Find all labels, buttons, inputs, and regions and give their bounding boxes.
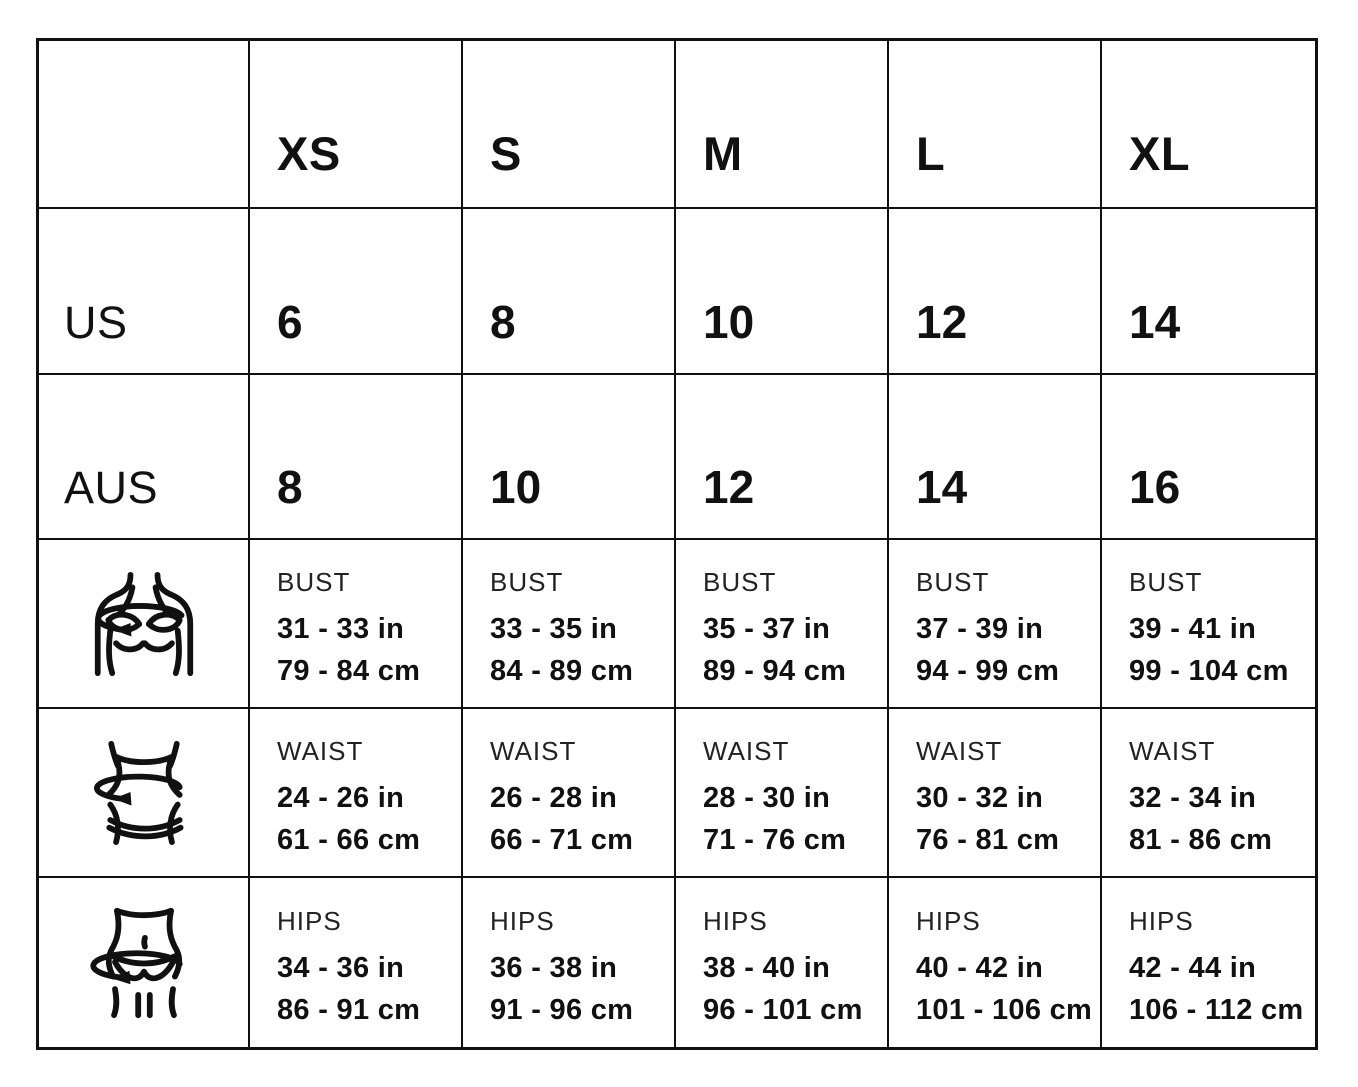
measure-inches: 26 - 28 in xyxy=(490,782,618,815)
measure-label: BUST xyxy=(1129,567,1203,598)
aus-size-l xyxy=(889,375,1102,540)
waist-measurement-icon xyxy=(86,740,202,846)
measure-label: WAIST xyxy=(490,736,577,767)
measure-inches: 42 - 44 in xyxy=(1129,952,1257,985)
measure-cm: 89 - 94 cm xyxy=(703,654,847,687)
bust-cell-m xyxy=(676,540,889,709)
measure-inches: 33 - 35 in xyxy=(490,613,618,646)
measure-inches: 39 - 41 in xyxy=(1129,613,1257,646)
measure-cm: 96 - 101 cm xyxy=(703,993,863,1026)
aus-size-xl xyxy=(1102,375,1315,540)
measure-label: HIPS xyxy=(916,906,981,937)
size-value-text: 6 xyxy=(277,296,303,348)
us-size-xl xyxy=(1102,209,1315,375)
measure-label: WAIST xyxy=(277,736,364,767)
waist-cell-s xyxy=(463,709,676,878)
measure-inches: 38 - 40 in xyxy=(703,952,831,985)
measure-label: HIPS xyxy=(490,906,555,937)
measure-label: WAIST xyxy=(703,736,790,767)
size-value-text: 8 xyxy=(490,296,516,348)
measure-inches: 31 - 33 in xyxy=(277,613,405,646)
bust-cell-l xyxy=(889,540,1102,709)
bust-cell-xs xyxy=(250,540,463,709)
waist-cell-xl xyxy=(1102,709,1315,878)
measure-inches: 28 - 30 in xyxy=(703,782,831,815)
us-size-xs xyxy=(250,209,463,375)
measure-cm: 99 - 104 cm xyxy=(1129,654,1289,687)
measure-label: WAIST xyxy=(1129,736,1216,767)
hips-cell-m xyxy=(676,878,889,1047)
measure-cm: 79 - 84 cm xyxy=(277,654,421,687)
hips-cell-s xyxy=(463,878,676,1047)
aus-size-m xyxy=(676,375,889,540)
waist-cell-m xyxy=(676,709,889,878)
waist-cell-xs xyxy=(250,709,463,878)
measure-cm: 106 - 112 cm xyxy=(1129,993,1304,1026)
measure-inches: 37 - 39 in xyxy=(916,613,1044,646)
size-chart-table xyxy=(36,38,1318,1050)
measure-label: BUST xyxy=(277,567,351,598)
measure-label: BUST xyxy=(916,567,990,598)
waist-icon-cell xyxy=(39,709,250,878)
size-value-text: 12 xyxy=(703,461,755,513)
size-value-text: 10 xyxy=(703,296,755,348)
us-size-s xyxy=(463,209,676,375)
measure-cm: 71 - 76 cm xyxy=(703,823,847,856)
hips-cell-xl xyxy=(1102,878,1315,1047)
measure-cm: 61 - 66 cm xyxy=(277,823,421,856)
size-label: L xyxy=(916,127,946,180)
size-value-text: 10 xyxy=(490,461,542,513)
size-value-text: 14 xyxy=(916,461,968,513)
region-label-text: US xyxy=(64,297,128,348)
size-value-text: 14 xyxy=(1129,296,1181,348)
measure-inches: 40 - 42 in xyxy=(916,952,1044,985)
waist-cell-l xyxy=(889,709,1102,878)
size-label: S xyxy=(490,127,522,180)
header-cell-xs xyxy=(250,41,463,209)
us-size-m xyxy=(676,209,889,375)
aus-size-xs xyxy=(250,375,463,540)
header-cell-xl xyxy=(1102,41,1315,209)
measure-cm: 76 - 81 cm xyxy=(916,823,1060,856)
measure-cm: 84 - 89 cm xyxy=(490,654,634,687)
size-label: XS xyxy=(277,127,341,180)
measure-cm: 66 - 71 cm xyxy=(490,823,634,856)
measure-label: HIPS xyxy=(703,906,768,937)
measure-inches: 30 - 32 in xyxy=(916,782,1044,815)
measure-inches: 36 - 38 in xyxy=(490,952,618,985)
bust-cell-xl xyxy=(1102,540,1315,709)
corner-cell xyxy=(39,41,250,209)
hips-icon-cell xyxy=(39,878,250,1047)
bust-cell-s xyxy=(463,540,676,709)
measure-inches: 35 - 37 in xyxy=(703,613,831,646)
measure-cm: 91 - 96 cm xyxy=(490,993,634,1026)
hips-cell-l xyxy=(889,878,1102,1047)
measure-inches: 34 - 36 in xyxy=(277,952,405,985)
bust-icon-cell xyxy=(39,540,250,709)
row-label-aus xyxy=(39,375,250,540)
size-label: XL xyxy=(1129,127,1191,180)
aus-size-s xyxy=(463,375,676,540)
measure-cm: 101 - 106 cm xyxy=(916,993,1093,1026)
hips-measurement-icon xyxy=(85,906,203,1020)
measure-cm: 94 - 99 cm xyxy=(916,654,1060,687)
size-value-text: 16 xyxy=(1129,461,1181,513)
header-cell-m xyxy=(676,41,889,209)
measure-label: HIPS xyxy=(1129,906,1194,937)
size-label: M xyxy=(703,127,743,180)
size-value-text: 12 xyxy=(916,296,968,348)
header-cell-l xyxy=(889,41,1102,209)
measure-label: WAIST xyxy=(916,736,1003,767)
measure-cm: 81 - 86 cm xyxy=(1129,823,1273,856)
measure-label: BUST xyxy=(490,567,564,598)
measure-cm: 86 - 91 cm xyxy=(277,993,421,1026)
us-size-l xyxy=(889,209,1102,375)
measure-label: BUST xyxy=(703,567,777,598)
header-cell-s xyxy=(463,41,676,209)
hips-cell-xs xyxy=(250,878,463,1047)
region-label-text: AUS xyxy=(64,462,159,513)
row-label-us xyxy=(39,209,250,375)
measure-label: HIPS xyxy=(277,906,342,937)
bust-measurement-icon xyxy=(86,571,202,677)
size-value-text: 8 xyxy=(277,461,303,513)
measure-inches: 32 - 34 in xyxy=(1129,782,1257,815)
measure-inches: 24 - 26 in xyxy=(277,782,405,815)
